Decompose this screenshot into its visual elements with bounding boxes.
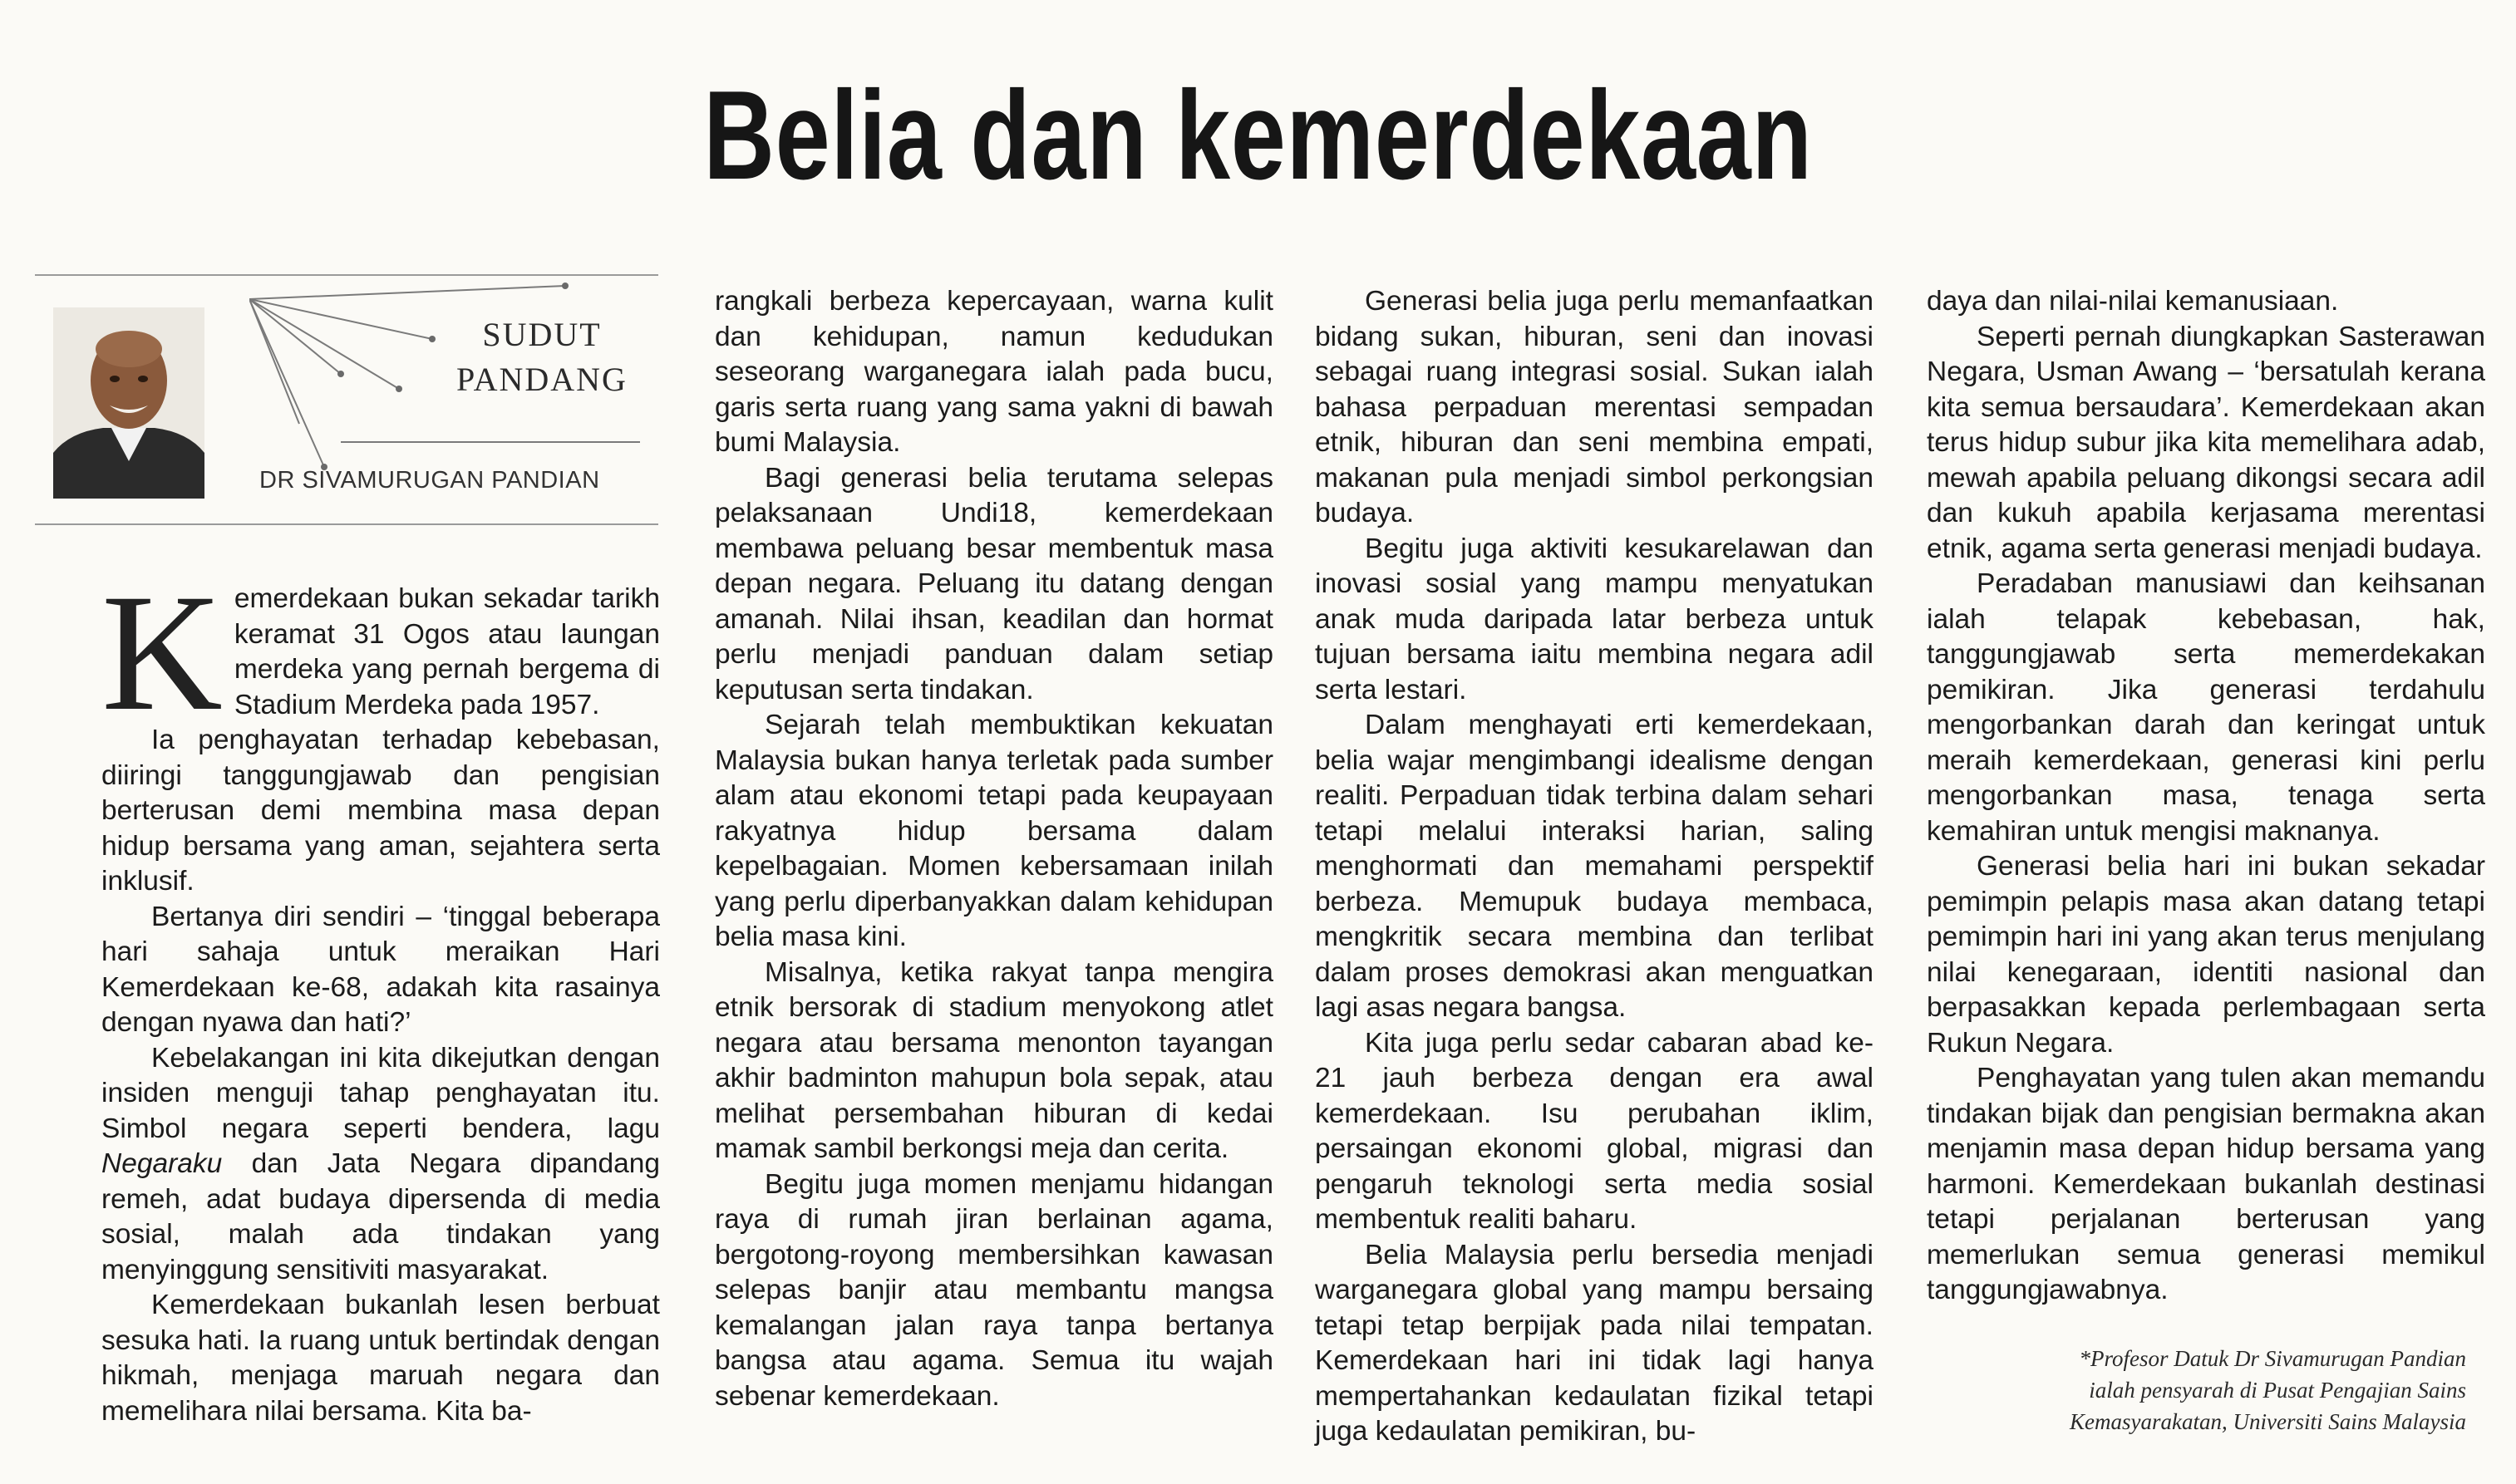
author-portrait-icon [53, 307, 204, 499]
author-note-line: *Profesor Datuk Dr Sivamurugan Pandian [2079, 1346, 2466, 1371]
paragraph: Bagi generasi belia terutama selepas pelaksanaan Undi18, kemerdekaan membawa peluang besar membentuk masa depan negara. Peluang itu datang dengan amanah. Nilai ihsan, keadilan dan hormat perlu menjadi panduan dalam setiap keputusan serta tindakan. [715, 462, 1273, 705]
headline: Belia dan kemerdekaan [703, 65, 1813, 206]
paragraph [101, 1041, 660, 1289]
paragraph: Seperti pernah diungkapkan Sasterawan Negara, Usman Awang – ‘bersatulah kerana kita semua bersaudara’. Kemerdekaan akan terus hidup subur jika kita memelihara adab, mewah apabila peluang dikongsi secara adil dan kukuh apabila kerjasama merentasi etnik, agama serta generasi menjadi budaya. [1927, 321, 2485, 564]
author-note [1934, 1343, 2466, 1437]
column-4 [1927, 284, 2485, 1309]
paragraph: Kita juga perlu sedar cabaran abad ke-21 jauh berbeza dengan era awal kemerdekaan. Isu perubahan iklim, persaingan ekonomi global, migrasi dan pengaruh teknologi serta media sosial membentuk realiti baharu. [1315, 1027, 1873, 1235]
column-label [426, 312, 658, 402]
column-1 [101, 559, 661, 1429]
paragraph: rangkali berbeza kepercayaan, warna kulit dan kehidupan, namun kedudukan seseorang warganegara ialah pada bucu, garis serta ruang yang sama yakni di bawah bumi Malaysia. [715, 286, 1273, 458]
drop-cap: K [101, 559, 223, 745]
paragraph: Belia Malaysia perlu bersedia menjadi warganegara global yang mampu bersaing tetapi tetap berpijak pada nilai tempatan. Kemerdekaan hari ini tidak lagi hanya mempertahankan kedaulatan fizikal tetapi juga kedaulatan pemikiran, bu- [1315, 1239, 1873, 1447]
column-label-line1: SUDUT [482, 316, 602, 353]
paragraph: Begitu juga momen menjamu hidangan raya di rumah jiran berlainan agama, bergotong-royong membersihkan kawasan selepas banjir atau membantu mangsa kemalangan jalan raya tanpa bertanya bangsa atau agama. Semua itu wajah sebenar kemerdekaan. [715, 1168, 1273, 1412]
byline-box [35, 274, 658, 523]
paragraph: Begitu juga aktiviti kesukarelawan dan inovasi sosial yang mampu menyatukan anak muda daripada latar berbeza untuk tujuan bersama iaitu membina negara adil serta lestari. [1315, 533, 1873, 705]
paragraph: Misalnya, ketika rakyat tanpa mengira etnik bersorak di stadium menyokong atlet negara atau bersama menonton tayangan akhir badminton mahupun bola sepak, atau melihat persembahan hiburan di kedai mamak sambil berkongsi meja dan cerita. [715, 956, 1273, 1164]
paragraph-text: emerdekaan bukan sekadar tarikh keramat 31 Ogos atau laungan merdeka yang pernah bergema di Stadium Merdeka pada 1957. [234, 583, 660, 720]
author-name: DR SIVAMURUGAN PANDIAN [259, 467, 600, 494]
paragraph: Dalam menghayati erti kemerdekaan, belia wajar mengimbangi idealisme dengan realiti. Perpaduan tidak terbina dalam sehari tetapi melalui interaksi harian, saling menghormati dan memahami perspektif berbeza. Memupuk budaya membaca, mengkritik secara membina dan terlibat dalam proses demokrasi akan menguatkan lagi asas negara bangsa. [1315, 710, 1873, 1023]
column-label-line2: PANDANG [456, 361, 628, 398]
paragraph: daya dan nilai-nilai kemanusiaan. [1927, 286, 2339, 317]
column-3 [1315, 284, 1873, 1450]
paragraph: Generasi belia juga perlu memanfaatkan bidang sukan, hiburan, seni dan inovasi sebagai ruang integrasi sosial. Sukan ialah bahasa perpaduan merentasi sempadan etnik, hiburan dan seni membina empati, makanan pula menjadi simbol perkongsian budaya. [1315, 286, 1873, 528]
paragraph-text: dan Jata Negara dipandang remeh, adat budaya dipersenda di media sosial, malah ada tindakan yang menyinggung sensitiviti masyarakat. [101, 1148, 661, 1285]
author-note-line: ialah pensyarah di Pusat Pengajian Sains [2089, 1378, 2466, 1403]
paragraph: Generasi belia hari ini bukan sekadar pemimpin pelapis masa akan datang tetapi pemimpin hari ini yang akan terus menjulang nilai kenegaraan, identiti nasional dan berpasakkan kepada perlembagaan serta Rukun Negara. [1927, 851, 2485, 1059]
paragraph-text: Kebelakangan ini kita dikejutkan dengan insiden menguji tahap penghayatan itu. Simbol negara seperti bendera, lagu [101, 1042, 660, 1144]
paragraph [101, 559, 660, 745]
paragraph: Peradaban manusiawi dan keihsanan ialah telapak kebebasan, hak, tanggungjawab serta memerdekakan pemikiran. Jika generasi terdahulu mengorbankan darah dan keringat untuk meraih kemerdekaan, generasi kini perlu mengorbankan masa, tenaga serta kemahiran untuk mengisi maknanya. [1927, 568, 2485, 847]
paragraph: Ia penghayatan terhadap kebebasan, diiringi tanggungjawab dan pengisian berterusan demi membina masa depan hidup bersama yang aman, sejahtera serta inklusif. [101, 725, 660, 897]
paragraph: Bertanya diri sendiri – ‘tinggal beberapa hari sahaja untuk meraikan Hari Kemerdekaan ke-68, adakah kita rasainya dengan nyawa dan hati?’ [101, 901, 660, 1038]
column-2 [715, 284, 1273, 1414]
bottom-rule [35, 523, 658, 525]
paragraph: Sejarah telah membuktikan kekuatan Malaysia bukan hanya terletak pada sumber alam atau ekonomi tetapi pada keupayaan rakyatnya hidup bersama dalam kepelbagaian. Momen kebersamaan inilah yang perlu diperbanyakkan dalam kehidupan belia masa kini. [715, 710, 1273, 952]
author-note-line: Kemasyarakatan, Universiti Sains Malaysia [2070, 1409, 2466, 1434]
italic-text: Negaraku [101, 1148, 223, 1179]
paragraph: Penghayatan yang tulen akan memandu tindakan bijak dan pengisian bermakna akan menjamin masa depan hidup bersama yang harmoni. Kemerdekaan bukanlah destinasi tetapi perjalanan berterusan yang memerlukan semua generasi memikul tanggungjawabnya. [1927, 1063, 2485, 1305]
author-photo [53, 307, 204, 499]
paragraph: Kemerdekaan bukanlah lesen berbuat sesuka hati. Ia ruang untuk bertindak dengan hikmah, menjaga maruah negara dan memelihara nilai bersama. Kita ba- [101, 1290, 660, 1427]
